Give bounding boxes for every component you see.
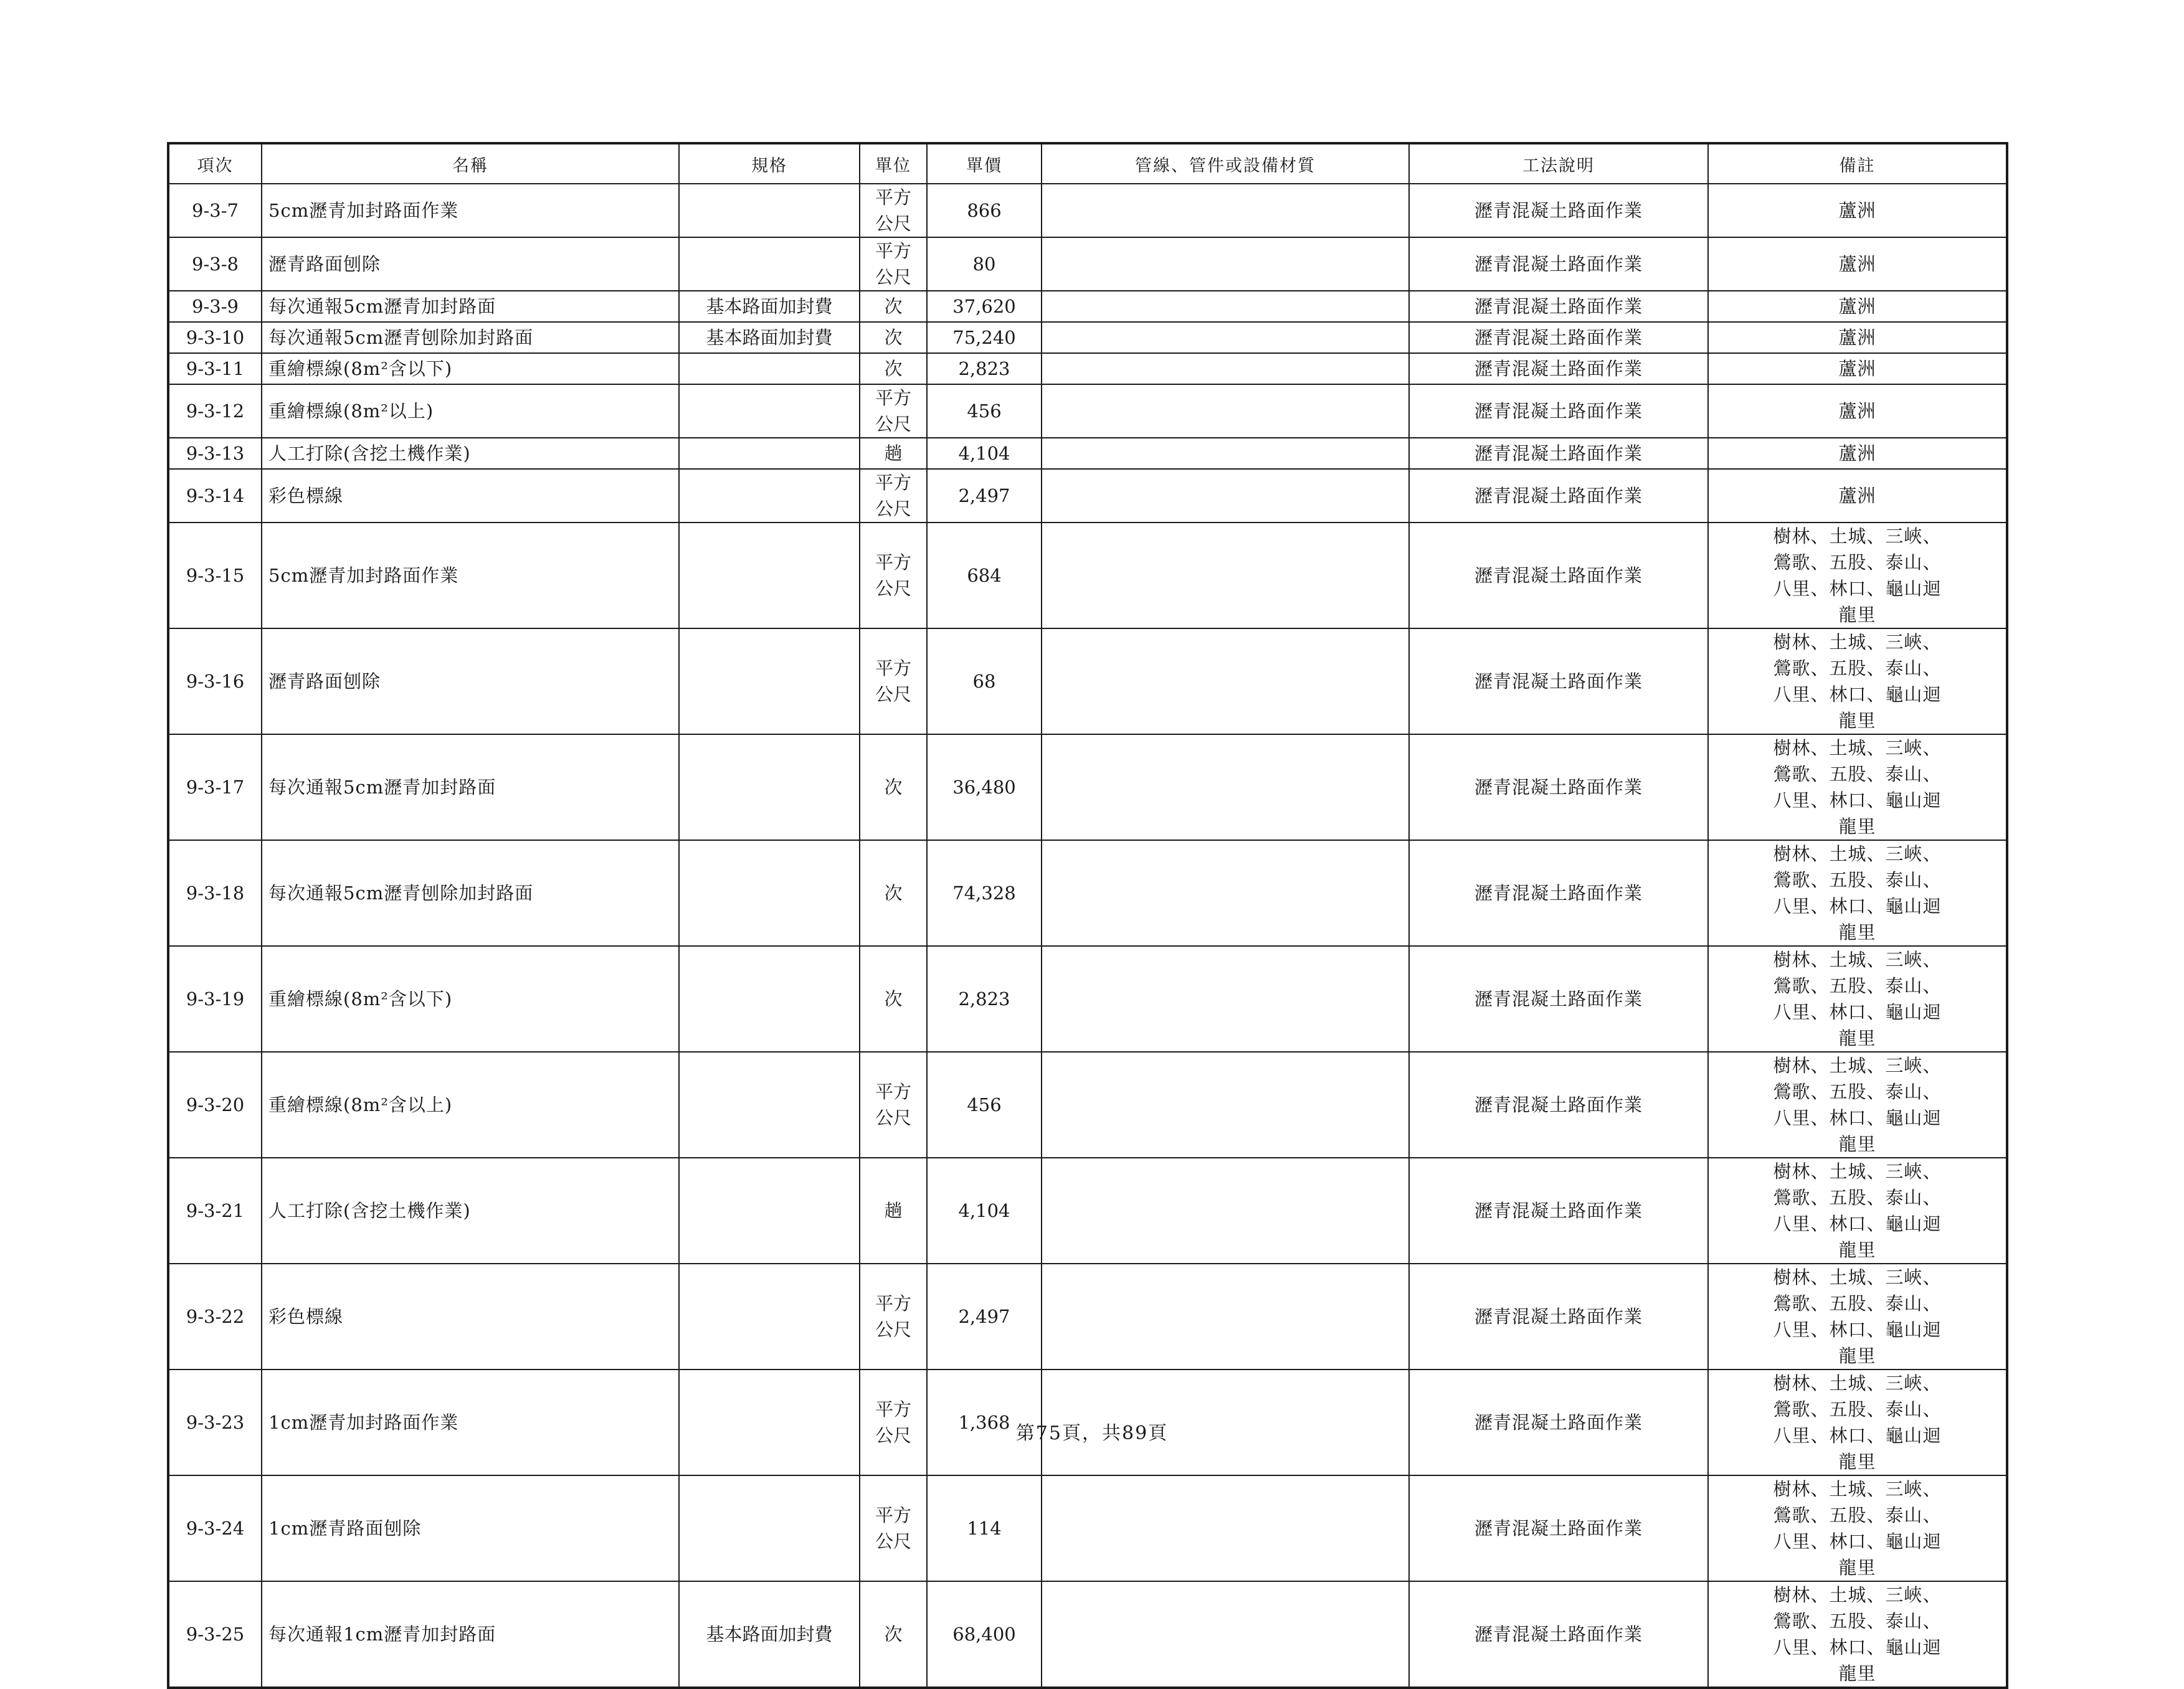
cell-note bbox=[1708, 384, 2007, 438]
cell-name: 重繪標線(8m²含以下) bbox=[262, 946, 679, 1052]
cell-name: 瀝青路面刨除 bbox=[262, 628, 679, 734]
cell-unit bbox=[860, 237, 927, 291]
note-text: 樹林、土城、三峽、鶯歌、五股、泰山、八里、林口、龜山迴龍里 bbox=[1773, 1584, 1942, 1684]
cell-price: 866 bbox=[927, 184, 1042, 237]
cell-material bbox=[1042, 1475, 1409, 1581]
cell-spec bbox=[679, 628, 860, 734]
unit-text: 次 bbox=[884, 882, 903, 904]
cell-name: 人工打除(含挖土機作業) bbox=[262, 1158, 679, 1264]
cell-note bbox=[1708, 322, 2007, 353]
cell-name: 每次通報1cm瀝青加封路面 bbox=[262, 1581, 679, 1688]
cell-price: 2,823 bbox=[927, 946, 1042, 1052]
cell-price: 4,104 bbox=[927, 1158, 1042, 1264]
cell-name: 每次通報5cm瀝青加封路面 bbox=[262, 291, 679, 322]
unit-text: 平方公尺 bbox=[875, 187, 911, 234]
cell-unit bbox=[860, 353, 927, 384]
table-row bbox=[168, 523, 2007, 628]
cell-item: 9-3-13 bbox=[168, 438, 262, 469]
cell-spec bbox=[679, 237, 860, 291]
cell-spec bbox=[679, 384, 860, 438]
cell-spec bbox=[679, 184, 860, 237]
note-text: 蘆洲 bbox=[1838, 253, 1876, 275]
header-name: 名稱 bbox=[262, 143, 679, 184]
cell-name: 彩色標線 bbox=[262, 469, 679, 523]
cell-note bbox=[1708, 946, 2007, 1052]
cell-material bbox=[1042, 1581, 1409, 1688]
cell-item: 9-3-15 bbox=[168, 523, 262, 628]
price-table bbox=[167, 142, 2008, 1689]
cell-price: 75,240 bbox=[927, 322, 1042, 353]
unit-text: 次 bbox=[884, 988, 903, 1010]
cell-price: 114 bbox=[927, 1475, 1042, 1581]
cell-material bbox=[1042, 438, 1409, 469]
note-text: 樹林、土城、三峽、鶯歌、五股、泰山、八里、林口、龜山迴龍里 bbox=[1773, 632, 1942, 731]
table-row bbox=[168, 734, 2007, 840]
note-text: 蘆洲 bbox=[1838, 358, 1876, 379]
cell-unit bbox=[860, 1052, 927, 1158]
cell-unit bbox=[860, 946, 927, 1052]
cell-spec bbox=[679, 438, 860, 469]
cell-spec bbox=[679, 840, 860, 946]
table-row bbox=[168, 1264, 2007, 1370]
header-note: 備註 bbox=[1708, 143, 2007, 184]
cell-material bbox=[1042, 840, 1409, 946]
cell-name: 5cm瀝青加封路面作業 bbox=[262, 184, 679, 237]
header-method: 工法說明 bbox=[1409, 143, 1708, 184]
cell-item: 9-3-8 bbox=[168, 237, 262, 291]
note-text: 樹林、土城、三峽、鶯歌、五股、泰山、八里、林口、龜山迴龍里 bbox=[1773, 1373, 1942, 1472]
cell-price: 37,620 bbox=[927, 291, 1042, 322]
unit-text: 趟 bbox=[884, 1200, 903, 1221]
table-row bbox=[168, 1581, 2007, 1688]
table-row bbox=[168, 469, 2007, 523]
table-row bbox=[168, 184, 2007, 237]
unit-text: 次 bbox=[884, 327, 903, 348]
cell-name: 每次通報5cm瀝青刨除加封路面 bbox=[262, 322, 679, 353]
cell-item: 9-3-22 bbox=[168, 1264, 262, 1370]
note-text: 樹林、土城、三峽、鶯歌、五股、泰山、八里、林口、龜山迴龍里 bbox=[1773, 843, 1942, 943]
cell-material bbox=[1042, 384, 1409, 438]
table-row bbox=[168, 946, 2007, 1052]
cell-unit bbox=[860, 184, 927, 237]
cell-spec bbox=[679, 946, 860, 1052]
cell-note bbox=[1708, 1264, 2007, 1370]
cell-name: 彩色標線 bbox=[262, 1264, 679, 1370]
cell-unit bbox=[860, 840, 927, 946]
cell-item: 9-3-9 bbox=[168, 291, 262, 322]
cell-note bbox=[1708, 469, 2007, 523]
cell-spec: 基本路面加封費 bbox=[679, 291, 860, 322]
unit-text: 平方公尺 bbox=[875, 1399, 911, 1446]
unit-text: 平方公尺 bbox=[875, 472, 911, 519]
cell-item: 9-3-11 bbox=[168, 353, 262, 384]
cell-unit bbox=[860, 1475, 927, 1581]
cell-price: 456 bbox=[927, 384, 1042, 438]
cell-method: 瀝青混凝土路面作業 bbox=[1409, 628, 1708, 734]
cell-note bbox=[1708, 184, 2007, 237]
cell-unit bbox=[860, 1158, 927, 1264]
cell-price: 2,497 bbox=[927, 1264, 1042, 1370]
unit-text: 趟 bbox=[884, 443, 903, 464]
unit-text: 平方公尺 bbox=[875, 387, 911, 435]
cell-method: 瀝青混凝土路面作業 bbox=[1409, 353, 1708, 384]
unit-text: 平方公尺 bbox=[875, 1293, 911, 1340]
cell-price: 68,400 bbox=[927, 1581, 1042, 1688]
cell-material bbox=[1042, 1052, 1409, 1158]
cell-spec: 基本路面加封費 bbox=[679, 1581, 860, 1688]
header-spec: 規格 bbox=[679, 143, 860, 184]
cell-unit bbox=[860, 384, 927, 438]
cell-method: 瀝青混凝土路面作業 bbox=[1409, 291, 1708, 322]
cell-unit bbox=[860, 291, 927, 322]
cell-name: 重繪標線(8m²含以下) bbox=[262, 353, 679, 384]
cell-unit bbox=[860, 469, 927, 523]
cell-spec: 基本路面加封費 bbox=[679, 322, 860, 353]
cell-item: 9-3-23 bbox=[168, 1370, 262, 1475]
note-text: 蘆洲 bbox=[1838, 327, 1876, 348]
cell-material bbox=[1042, 1158, 1409, 1264]
cell-note bbox=[1708, 840, 2007, 946]
cell-price: 2,497 bbox=[927, 469, 1042, 523]
cell-item: 9-3-10 bbox=[168, 322, 262, 353]
cell-price: 1,368 bbox=[927, 1370, 1042, 1475]
cell-note bbox=[1708, 628, 2007, 734]
cell-name: 5cm瀝青加封路面作業 bbox=[262, 523, 679, 628]
cell-spec bbox=[679, 734, 860, 840]
cell-method: 瀝青混凝土路面作業 bbox=[1409, 1475, 1708, 1581]
cell-spec bbox=[679, 1475, 860, 1581]
page-number: 第75頁，共89頁 bbox=[1015, 1422, 1169, 1444]
cell-note bbox=[1708, 1052, 2007, 1158]
cell-method: 瀝青混凝土路面作業 bbox=[1409, 523, 1708, 628]
cell-price: 4,104 bbox=[927, 438, 1042, 469]
note-text: 樹林、土城、三峽、鶯歌、五股、泰山、八里、林口、龜山迴龍里 bbox=[1773, 526, 1942, 625]
cell-name: 每次通報5cm瀝青加封路面 bbox=[262, 734, 679, 840]
cell-note bbox=[1708, 438, 2007, 469]
cell-item: 9-3-12 bbox=[168, 384, 262, 438]
cell-note bbox=[1708, 237, 2007, 291]
cell-method: 瀝青混凝土路面作業 bbox=[1409, 438, 1708, 469]
cell-item: 9-3-20 bbox=[168, 1052, 262, 1158]
cell-note bbox=[1708, 291, 2007, 322]
cell-material bbox=[1042, 184, 1409, 237]
unit-text: 次 bbox=[884, 358, 903, 379]
note-text: 樹林、土城、三峽、鶯歌、五股、泰山、八里、林口、龜山迴龍里 bbox=[1773, 737, 1942, 837]
cell-spec bbox=[679, 523, 860, 628]
cell-note bbox=[1708, 353, 2007, 384]
table-row bbox=[168, 628, 2007, 734]
cell-material bbox=[1042, 469, 1409, 523]
cell-note bbox=[1708, 734, 2007, 840]
cell-method: 瀝青混凝土路面作業 bbox=[1409, 384, 1708, 438]
unit-text: 次 bbox=[884, 777, 903, 798]
cell-item: 9-3-19 bbox=[168, 946, 262, 1052]
note-text: 樹林、土城、三峽、鶯歌、五股、泰山、八里、林口、龜山迴龍里 bbox=[1773, 1161, 1942, 1261]
cell-item: 9-3-17 bbox=[168, 734, 262, 840]
cell-unit bbox=[860, 523, 927, 628]
cell-price: 456 bbox=[927, 1052, 1042, 1158]
unit-text: 平方公尺 bbox=[875, 658, 911, 705]
cell-spec bbox=[679, 353, 860, 384]
table-row bbox=[168, 384, 2007, 438]
cell-spec bbox=[679, 1052, 860, 1158]
table-header-row bbox=[168, 143, 2007, 184]
cell-note bbox=[1708, 523, 2007, 628]
cell-material bbox=[1042, 353, 1409, 384]
unit-text: 平方公尺 bbox=[875, 1081, 911, 1128]
table-row bbox=[168, 237, 2007, 291]
note-text: 蘆洲 bbox=[1838, 485, 1876, 506]
note-text: 樹林、土城、三峽、鶯歌、五股、泰山、八里、林口、龜山迴龍里 bbox=[1773, 1055, 1942, 1155]
cell-price: 74,328 bbox=[927, 840, 1042, 946]
cell-name: 瀝青路面刨除 bbox=[262, 237, 679, 291]
cell-unit bbox=[860, 438, 927, 469]
cell-material bbox=[1042, 1264, 1409, 1370]
unit-text: 次 bbox=[884, 296, 903, 317]
cell-item: 9-3-7 bbox=[168, 184, 262, 237]
cell-item: 9-3-25 bbox=[168, 1581, 262, 1688]
unit-text: 次 bbox=[884, 1624, 903, 1645]
header-unit: 單位 bbox=[860, 143, 927, 184]
cell-price: 2,823 bbox=[927, 353, 1042, 384]
note-text: 樹林、土城、三峽、鶯歌、五股、泰山、八里、林口、龜山迴龍里 bbox=[1773, 949, 1942, 1049]
table-row bbox=[168, 1158, 2007, 1264]
cell-method: 瀝青混凝土路面作業 bbox=[1409, 1052, 1708, 1158]
cell-unit bbox=[860, 734, 927, 840]
cell-method: 瀝青混凝土路面作業 bbox=[1409, 1581, 1708, 1688]
unit-text: 平方公尺 bbox=[875, 1505, 911, 1552]
cell-name: 每次通報5cm瀝青刨除加封路面 bbox=[262, 840, 679, 946]
cell-item: 9-3-21 bbox=[168, 1158, 262, 1264]
note-text: 蘆洲 bbox=[1838, 200, 1876, 221]
unit-text: 平方公尺 bbox=[875, 240, 911, 288]
cell-method: 瀝青混凝土路面作業 bbox=[1409, 322, 1708, 353]
table-row bbox=[168, 1052, 2007, 1158]
cell-material bbox=[1042, 734, 1409, 840]
cell-item: 9-3-24 bbox=[168, 1475, 262, 1581]
cell-material bbox=[1042, 322, 1409, 353]
cell-method: 瀝青混凝土路面作業 bbox=[1409, 840, 1708, 946]
table-row bbox=[168, 1475, 2007, 1581]
cell-price: 684 bbox=[927, 523, 1042, 628]
cell-method: 瀝青混凝土路面作業 bbox=[1409, 1370, 1708, 1475]
table-row bbox=[168, 322, 2007, 353]
cell-method: 瀝青混凝土路面作業 bbox=[1409, 1158, 1708, 1264]
cell-spec bbox=[679, 1158, 860, 1264]
cell-unit bbox=[860, 322, 927, 353]
table-row bbox=[168, 840, 2007, 946]
cell-name: 重繪標線(8m²以上) bbox=[262, 384, 679, 438]
cell-material bbox=[1042, 291, 1409, 322]
cell-name: 1cm瀝青路面刨除 bbox=[262, 1475, 679, 1581]
cell-price: 68 bbox=[927, 628, 1042, 734]
cell-price: 80 bbox=[927, 237, 1042, 291]
cell-material bbox=[1042, 946, 1409, 1052]
cell-spec bbox=[679, 469, 860, 523]
header-item: 項次 bbox=[168, 143, 262, 184]
cell-name: 1cm瀝青加封路面作業 bbox=[262, 1370, 679, 1475]
cell-material bbox=[1042, 628, 1409, 734]
note-text: 蘆洲 bbox=[1838, 296, 1876, 317]
cell-note bbox=[1708, 1581, 2007, 1688]
cell-method: 瀝青混凝土路面作業 bbox=[1409, 1264, 1708, 1370]
header-material: 管線、管件或設備材質 bbox=[1042, 143, 1409, 184]
unit-text: 平方公尺 bbox=[875, 552, 911, 599]
table-row bbox=[168, 353, 2007, 384]
note-text: 樹林、土城、三峽、鶯歌、五股、泰山、八里、林口、龜山迴龍里 bbox=[1773, 1478, 1942, 1578]
cell-item: 9-3-16 bbox=[168, 628, 262, 734]
cell-name: 人工打除(含挖土機作業) bbox=[262, 438, 679, 469]
cell-unit bbox=[860, 628, 927, 734]
cell-material bbox=[1042, 523, 1409, 628]
note-text: 蘆洲 bbox=[1838, 400, 1876, 422]
cell-item: 9-3-18 bbox=[168, 840, 262, 946]
cell-item: 9-3-14 bbox=[168, 469, 262, 523]
cell-material bbox=[1042, 237, 1409, 291]
cell-method: 瀝青混凝土路面作業 bbox=[1409, 469, 1708, 523]
cell-method: 瀝青混凝土路面作業 bbox=[1409, 734, 1708, 840]
cell-note bbox=[1708, 1475, 2007, 1581]
note-text: 樹林、土城、三峽、鶯歌、五股、泰山、八里、林口、龜山迴龍里 bbox=[1773, 1267, 1942, 1366]
note-text: 蘆洲 bbox=[1838, 443, 1876, 464]
cell-name: 重繪標線(8m²含以上) bbox=[262, 1052, 679, 1158]
cell-note bbox=[1708, 1158, 2007, 1264]
cell-method: 瀝青混凝土路面作業 bbox=[1409, 237, 1708, 291]
cell-spec bbox=[679, 1264, 860, 1370]
cell-unit bbox=[860, 1264, 927, 1370]
header-price: 單價 bbox=[927, 143, 1042, 184]
cell-price: 36,480 bbox=[927, 734, 1042, 840]
cell-method: 瀝青混凝土路面作業 bbox=[1409, 946, 1708, 1052]
table-row bbox=[168, 438, 2007, 469]
table-row bbox=[168, 291, 2007, 322]
cell-method: 瀝青混凝土路面作業 bbox=[1409, 184, 1708, 237]
cell-unit bbox=[860, 1581, 927, 1688]
